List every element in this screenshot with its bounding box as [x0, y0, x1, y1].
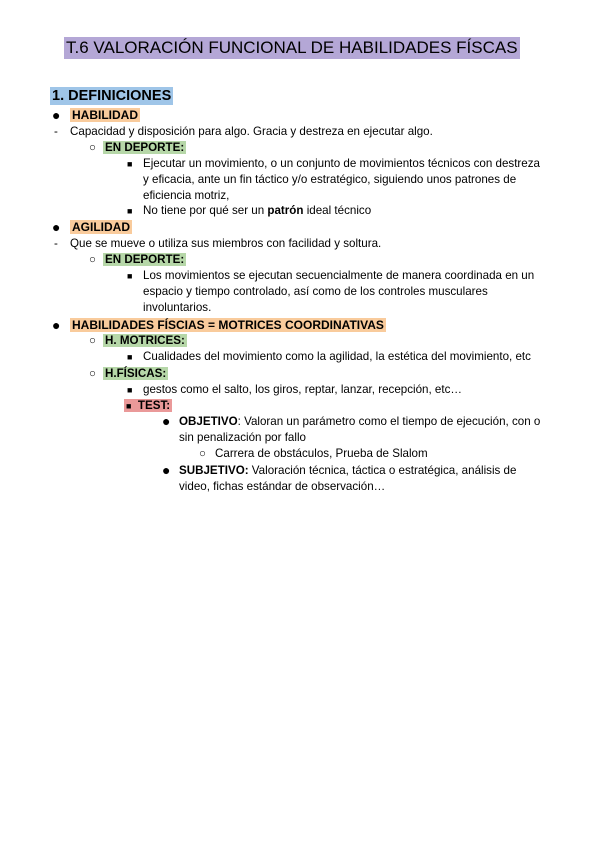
square-bullet-icon: ■: [127, 271, 133, 281]
circle-bullet-icon: ○: [89, 334, 97, 347]
agilidad-item-line: espacio y tiempo controlado, así como de los controles musculares: [143, 285, 488, 298]
heading-habilidad: HABILIDAD: [72, 108, 138, 122]
heading-agilidad: AGILIDAD: [72, 220, 130, 234]
subjetivo-bold: SUBJETIVO:: [179, 464, 249, 477]
objetivo-example: Carrera de obstáculos, Prueba de Slalom: [215, 447, 428, 460]
heading-habilidades-fisicas: HABILIDADES FÍSCIAS = MOTRICES COORDINATIVAS: [72, 318, 384, 332]
objetivo-rest: : Valoran un parámetro como el tiempo de ejecución, con o: [237, 415, 541, 428]
dash-icon: -: [54, 125, 58, 138]
objetivo-bold: OBJETIVO: [179, 415, 238, 428]
label-en-deporte: EN DEPORTE:: [105, 141, 185, 154]
square-bullet-icon: ■: [127, 206, 133, 216]
test-label-text: TEST:: [137, 399, 171, 412]
bullet-icon: ●: [52, 317, 61, 333]
dash-icon: -: [54, 237, 58, 250]
page-title: T.6 VALORACIÓN FUNCIONAL DE HABILIDADES FÍSCAS: [66, 38, 518, 57]
patron-pre: No tiene por qué ser un: [143, 204, 268, 217]
circle-bullet-icon: ○: [89, 367, 97, 380]
patron-line: [143, 203, 371, 219]
subjetivo-rest: Valoración técnica, táctica o estratégica, análisis de: [248, 464, 517, 477]
section-heading-definiciones: 1. DEFINICIONES: [52, 88, 172, 104]
habilidad-item-line: Ejecutar un movimiento, o un conjunto de movimientos técnicos con destreza: [143, 157, 540, 170]
label-test: [124, 399, 172, 412]
agilidad-item-line: involuntarios.: [143, 301, 212, 314]
square-bullet-icon: ■: [126, 401, 132, 411]
label-h-fisicas: H.FÍSICAS:: [105, 367, 167, 380]
bullet-icon: ●: [162, 413, 171, 429]
motrices-item: Cualidades del movimiento como la agilidad, la estética del movimiento, etc: [143, 350, 531, 363]
circle-bullet-icon: ○: [89, 141, 97, 154]
circle-bullet-icon: ○: [89, 253, 97, 266]
square-bullet-icon: ■: [127, 159, 133, 169]
bullet-icon: ●: [52, 107, 61, 123]
agilidad-item-line: Los movimientos se ejecutan secuencialmente de manera coordinada en un: [143, 269, 535, 282]
habilidad-item-line: y eficacia, ante un fin táctico y/o estratégico, siguiendo unos patrones de: [143, 173, 517, 186]
habilidad-item-line: eficiencia motriz,: [143, 189, 230, 202]
objetivo-line: [179, 414, 540, 430]
circle-bullet-icon: ○: [199, 447, 207, 460]
objetivo-line-2: sin penalización por fallo: [179, 431, 306, 444]
patron-post: ideal técnico: [303, 204, 372, 217]
label-en-deporte: EN DEPORTE:: [105, 253, 185, 266]
fisicas-item: gestos como el salto, los giros, reptar, lanzar, recepción, etc…: [143, 383, 462, 396]
bullet-icon: ●: [162, 462, 171, 478]
patron-bold: patrón: [267, 204, 304, 217]
agilidad-definition: Que se mueve o utiliza sus miembros con facilidad y soltura.: [70, 237, 382, 250]
label-h-motrices: H. MOTRICES:: [105, 334, 185, 347]
square-bullet-icon: ■: [127, 352, 133, 362]
bullet-icon: ●: [52, 219, 61, 235]
subjetivo-line-2: video, fichas estándar de observación…: [179, 480, 386, 493]
subjetivo-line: [179, 463, 516, 479]
square-bullet-icon: ■: [127, 385, 133, 395]
habilidad-definition: Capacidad y disposición para algo. Gracia y destreza en ejecutar algo.: [70, 125, 433, 138]
